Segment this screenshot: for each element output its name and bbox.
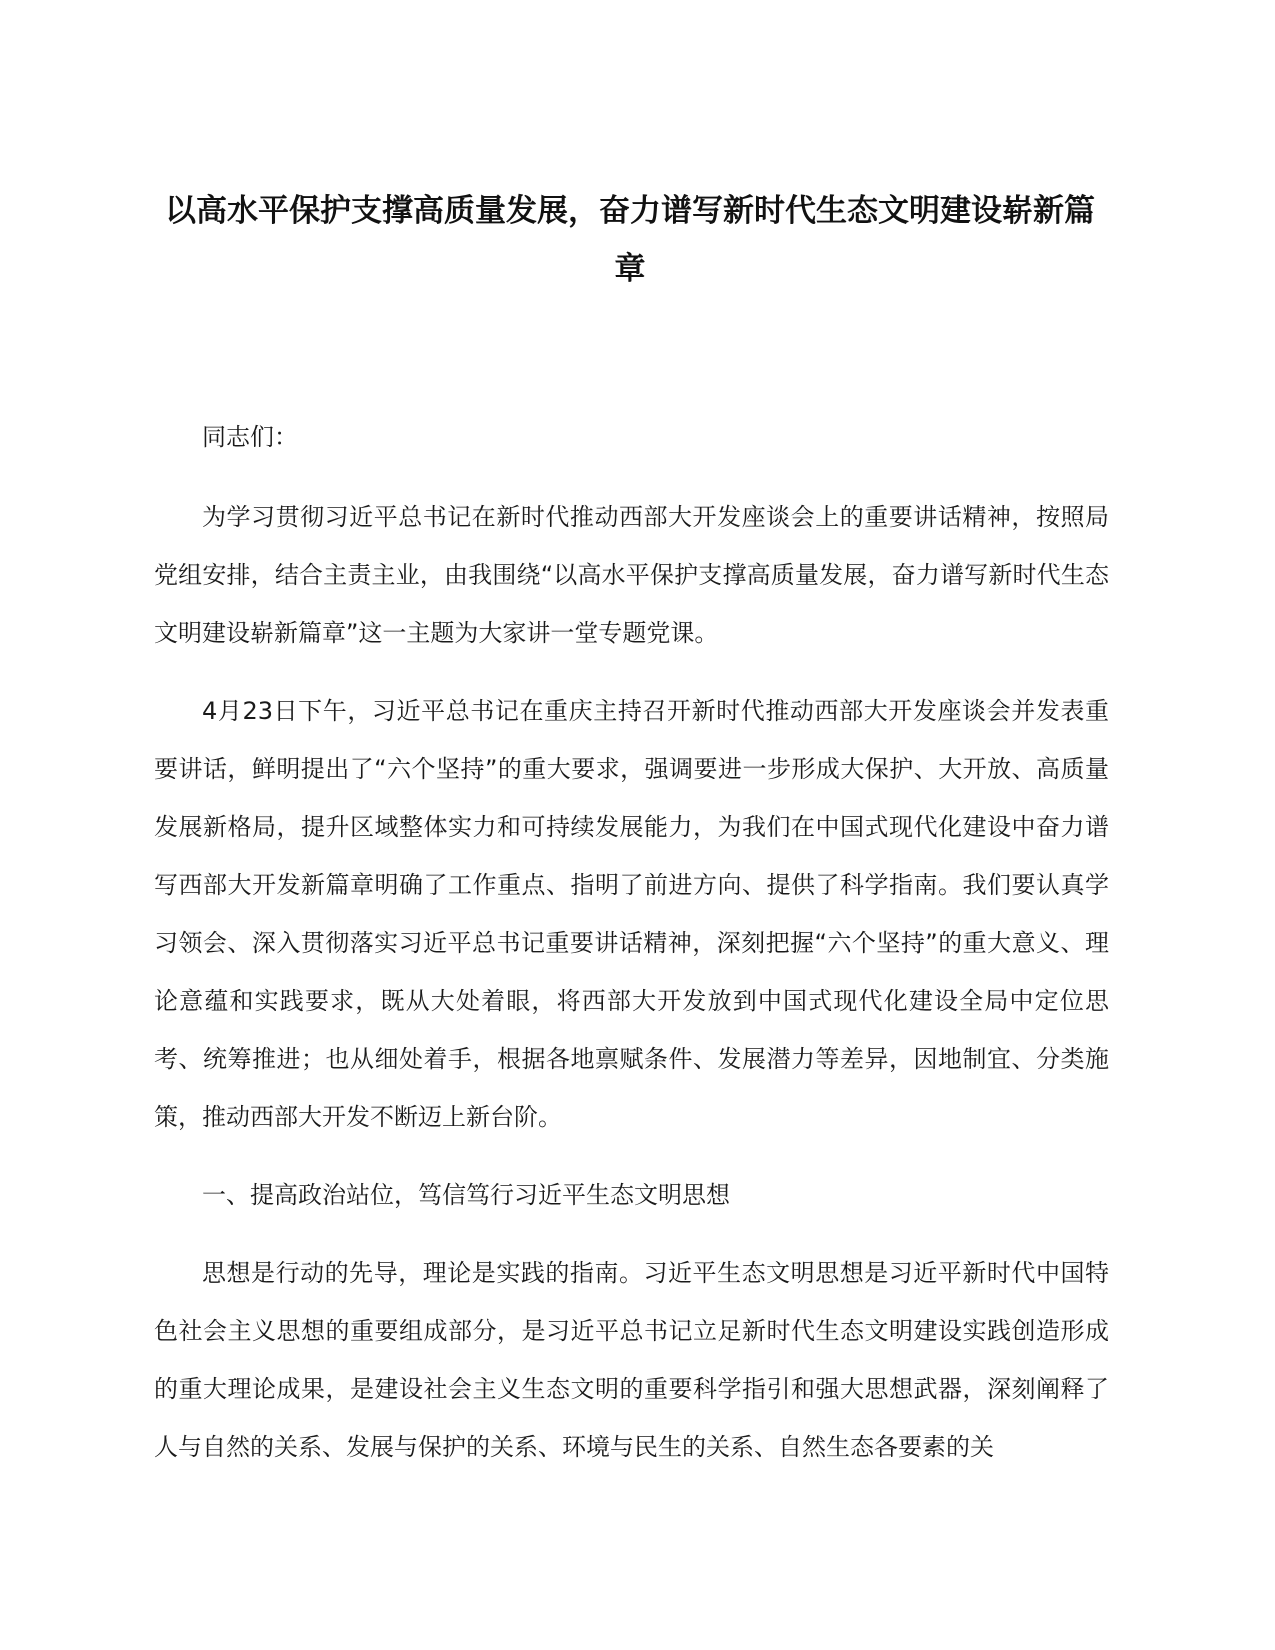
section-heading: 一、提高政治站位，笃信笃行习近平生态文明思想 <box>202 1181 730 1209</box>
background-paragraph: 4月23日下午，习近平总书记在重庆主持召开新时代推动西部大开发座谈会并发表重要讲话，鲜明提出了“六个坚持”的重大要求，强调要进一步形成大保护、大开放、高质量发展新格局，提升区域整体实力和可持续发展能力，为我们在中国式现代化建设中奋力谱写西部大开发新篇章明确了工作重点、指明了前进方向、提供了科学指南。我们要认真学习领会、深入贯彻落实习近平总书记重要讲话精神，深刻把握“六个坚持”的重大意义、理论意蕴和实践要求，既从大处着眼，将西部大开发放到中国式现代化建设全局中定位思考、统筹推进；也从细处着手，根据各地禀赋条件、发展潜力等差异，因地制宜、分类施策，推动西部大开发不断迈上新台阶。 <box>154 697 1109 1131</box>
document-body <box>154 408 1109 1496</box>
salutation: 同志们： <box>202 423 298 451</box>
section-paragraph: 思想是行动的先导，理论是实践的指南。习近平生态文明思想是习近平新时代中国特色社会主义思想的重要组成部分，是习近平总书记立足新时代生态文明建设实践创造形成的重大理论成果，是建设社会主义生态文明的重要科学指引和强大思想武器，深刻阐释了人与自然的关系、发展与保护的关系、环境与民生的关系、自然生态各要素的关 <box>154 1259 1109 1461</box>
document-title: 以高水平保护支撑高质量发展，奋力谱写新时代生态文明建设崭新篇章 <box>165 193 1095 287</box>
intro-paragraph: 为学习贯彻习近平总书记在新时代推动西部大开发座谈会上的重要讲话精神，按照局党组安排，结合主责主业，由我围绕“以高水平保护支撑高质量发展，奋力谱写新时代生态文明建设崭新篇章”这一主题为大家讲一堂专题党课。 <box>154 503 1109 647</box>
